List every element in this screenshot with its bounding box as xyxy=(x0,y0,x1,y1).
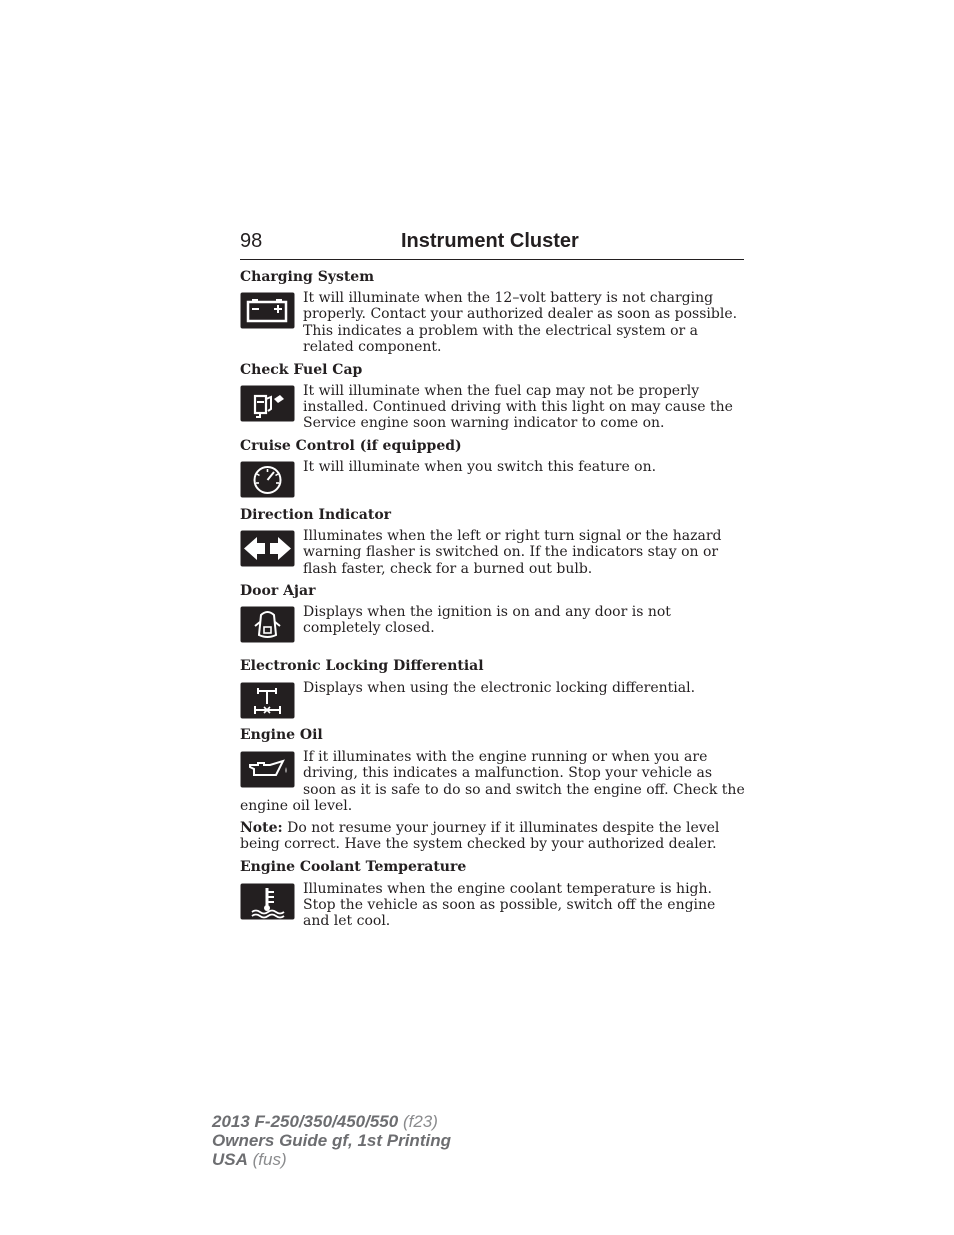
section-title: Charging System xyxy=(240,269,375,285)
section-text: Displays when using the electronic locking differential. xyxy=(303,680,696,697)
locking-differential-icon xyxy=(240,682,295,719)
coolant-temperature-icon xyxy=(240,883,295,920)
battery-icon xyxy=(240,292,295,329)
note xyxy=(240,820,746,853)
section-text: Displays when the ignition is on and any door is not completely closed. xyxy=(303,604,671,637)
section-check-fuel-cap xyxy=(240,361,746,432)
section-text: If it illuminates with the engine running or when you are driving, this indicates a malfunction. Stop your vehicle as soon as it is safe to do so and switch the engine off. Check the xyxy=(303,749,745,798)
door-ajar-icon xyxy=(240,606,295,643)
section-text: Illuminates when the left or right turn signal or the hazard warning flasher is switched on. If the indicators stay on or flash faster, check for a burned out bulb. xyxy=(303,527,722,577)
section-door-ajar xyxy=(240,582,746,654)
section-title: Check Fuel Cap xyxy=(240,361,363,378)
section-engine-coolant-temperature xyxy=(240,858,746,930)
speedometer-icon xyxy=(240,461,295,498)
section-cruise-control xyxy=(240,437,746,505)
footer-line-3 xyxy=(212,1150,451,1169)
section-text-continued: engine oil level. xyxy=(240,798,353,815)
fuel-cap-icon xyxy=(240,385,295,422)
section-title: Engine Oil xyxy=(240,727,323,744)
footer-line-2 xyxy=(212,1131,451,1150)
page-number: 98 xyxy=(240,230,263,252)
footer-model-code: (f23) xyxy=(398,1112,438,1131)
section-title: Door Ajar xyxy=(240,583,316,600)
section-charging-system xyxy=(240,268,746,356)
page-footer xyxy=(212,1112,451,1169)
note-label: Note: xyxy=(240,819,283,836)
section-title: Electronic Locking Differential xyxy=(240,658,484,675)
footer-market: USA xyxy=(212,1150,248,1169)
section-direction-indicator xyxy=(240,506,746,577)
footer-guide: Owners Guide gf, 1st Printing xyxy=(212,1131,451,1150)
section-title: Cruise Control (if equipped) xyxy=(240,437,462,454)
section-title: Direction Indicator xyxy=(240,506,392,523)
section-engine-oil xyxy=(240,726,746,852)
section-title: Engine Coolant Temperature xyxy=(240,858,467,875)
footer-model: 2013 F-250/350/450/550 xyxy=(212,1112,399,1131)
chapter-title: Instrument Cluster xyxy=(401,230,579,252)
section-text: It will illuminate when you switch this feature on. xyxy=(303,458,657,475)
section-electronic-locking-differential xyxy=(240,657,746,726)
section-text: It will illuminate when the 12–volt battery is not charging properly. Contact your authorized dealer as soon as possible. This indicates a problem with the electrical system or a related component. xyxy=(303,290,738,356)
footer-line-1 xyxy=(212,1112,451,1131)
footer-market-code: (fus) xyxy=(247,1150,287,1169)
note-text: Do not resume your journey if it illuminates despite the level being correct. Have the system checked by your authorized dealer. xyxy=(240,819,720,853)
page-content xyxy=(240,268,746,930)
oil-can-icon xyxy=(240,751,295,788)
section-text: Illuminates when the engine coolant temperature is high. Stop the vehicle as soon as possible, switch off the engine and let cool. xyxy=(303,880,716,930)
turn-arrows-icon xyxy=(240,530,295,567)
page-header xyxy=(240,229,744,260)
section-text: It will illuminate when the fuel cap may not be properly installed. Continued driving with this light on may cause the Service engine soon warning indicator to come on. xyxy=(303,382,733,432)
